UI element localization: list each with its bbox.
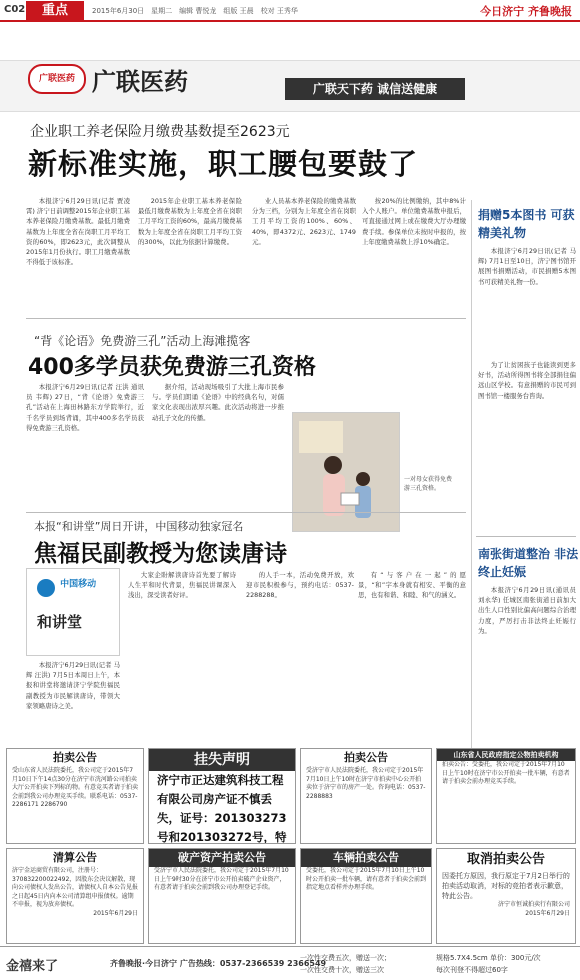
story1-kicker: 企业职工养老保险月缴费基数提至2623元	[30, 124, 290, 140]
sidebar-headline-1: 捐赠5本图书 可获精美礼物	[478, 208, 575, 240]
page-number: C02	[4, 4, 26, 15]
story3-headline: 焦福民副教授为您读唐诗	[34, 541, 287, 567]
divider	[26, 512, 466, 513]
ad-body: 拍卖公告：受委托，我公司定于2015年7月10日上午10时在济宁市公开拍卖一批车辆，有意者请于拍卖会前办理竞买手续。	[442, 761, 570, 785]
ad-title: 拍卖公告	[344, 751, 388, 764]
brand-badge-logo: 广联医药	[28, 64, 86, 94]
ad-title: 山东省人民政府指定公物拍卖机构	[437, 749, 575, 761]
auction-notice-1	[6, 748, 144, 844]
divider	[26, 318, 466, 319]
story2-headline: 400多学员获免费游三孔资格	[28, 355, 316, 380]
ad-body: 济宁市正达建筑科技工程有限公司房产证不慎丢失，证号：201303273号和201303272号，特	[157, 773, 287, 844]
story1-column-1: 本报济宁6月29日讯(记者 贾凌霄) 济宁日前调整2015年企业职工基本养老保险月缴费基数。最低月缴费基数为上年度全省在岗职工月平均工资的60%，即2623元，此次调整从2015年1月份执行。职工月缴费基数不得低于该标准。	[26, 197, 130, 267]
section-label: 重点	[26, 1, 84, 21]
header-meta: 2015年6月30日 星期二 编辑 曹悦龙 组版 王晨 校对 王秀华	[92, 7, 298, 15]
vehicle-auction-notice	[300, 848, 432, 944]
footer-offer-2: 一次性交费十次，赠送三次	[300, 966, 384, 974]
story3-column-2: 大家企盼解读唐诗首先要了解诗人生平和时代背景，焦福民讲课深入浅出，深受读者好评。	[128, 571, 236, 600]
ad-body: 受济宁市人民法院委托，我公司定于2015年7月10日上午10时在济宁市拍卖中心公开拍卖位于济宁市的房产一处。咨询电话：0537-2288883	[306, 767, 426, 800]
ad-title: 取消拍卖公告	[466, 852, 545, 867]
story3-column-1: 本报济宁6月29日讯(记者 马辉 汪洪) 7月5日本周日上午，本报和讲堂将邀请济宁学院焦福民副教授为市民解读唐诗，带领大家领略唐诗之美。	[26, 661, 120, 710]
story2-column-1: 本报济宁6月29日讯(记者 汪洪 通讯员 韦辉) 27日，“背《论语》免费游三孔”活动在上海田林路东方学院举行，近千名学员到场背诵，其中400多名学员获得免费游三孔资格。	[26, 383, 144, 432]
sidebar-headline-2: 南张街道整治 非法终止妊娠	[478, 547, 579, 579]
newspaper-logo: 今日济宁 齐鲁晚报	[480, 5, 572, 18]
footer-hotline: 齐鲁晚报·今日济宁 广告热线：0537-2366539 2366549	[110, 959, 327, 968]
story3-kicker: 本报“和讲堂”周日开讲，中国移动独家冠名	[34, 520, 244, 533]
sidebar-text-1: 本报济宁6月29日讯(记者 马辉) 7月1日至10日，济宁图书馆开展图书捐赠活动，市民捐赠5本图书可获精美礼物一份。	[478, 247, 576, 286]
story1-column-4: 按20%的比例缴纳，其中8%计入个人账户。单位缴费基数申报后，可直接通过网上或在缴费大厅办理缴费手续。参保单位未按时申报的，按上年度缴费基数上浮10%确定。	[362, 197, 466, 246]
story1-headline: 新标准实施，职工腰包要鼓了	[28, 147, 419, 181]
government-auction-notice	[436, 748, 576, 844]
sidebar	[471, 200, 580, 838]
loss-statement	[148, 748, 296, 844]
story2-kicker: “背《论语》免费游三孔”活动上海滩揽客	[34, 334, 251, 348]
sponsor-brand-2: 和讲堂	[37, 613, 83, 631]
ad-body: 受济宁市人民法院委托，我公司定于2015年7月10日上午9时30分在济宁市公开拍卖破产企业资产，有意者请于拍卖会前到我公司办理登记手续。	[154, 867, 289, 891]
divider	[476, 536, 576, 537]
ad-title: 清算公告	[53, 851, 97, 864]
ad-signature: 济宁市恒诚拍卖行有限公司	[497, 901, 570, 908]
story3-column-4: 有“与客户在一起”的愿景，“和”字本身就有相安、平衡的意思，也有和谐、和睦、和气的涵义。	[358, 571, 466, 600]
liquidation-notice	[6, 848, 144, 944]
ad-body: 受山东省人民法院委托，我公司定于2015年7月10日下午14点30分在济宁市洸河路公司拍卖大厅公开拍卖下列标的物。有意竞买者请于拍卖会前到我公司办理竞买手续。联系电话：0537-2286171 2286790	[12, 767, 139, 808]
footer-limit: 每次刊登不得超过60字	[436, 966, 508, 974]
ad-body: 济宁金运商贸有限公司，注册号：370832200022492，因股东会决议解散，现向公司债权人发出公告，请债权人自本公告见报之日起45日内向本公司清算组申报债权。逾期不申报，视为放弃债权。	[12, 867, 139, 908]
photo-caption: 一对母女获得免费游三孔资格。	[404, 476, 453, 492]
sponsor-logo-box	[26, 568, 120, 656]
sidebar-text-3: 本报济宁6月29日讯(通讯员 刘永华) 任城区南张街道日前加大出生人口性别比偏高问题综合治理力度，严厉打击非法终止妊娠行为。	[478, 586, 576, 635]
ad-title: 挂失声明	[149, 749, 295, 771]
ad-body: 受委托，我公司定于2015年7月10日上午10时公开拍卖一批车辆，请有意者于拍卖会前到指定地点看样并办理手续。	[306, 867, 427, 891]
sponsor-brand-1: 中国移动	[60, 579, 97, 590]
classified-footer	[0, 946, 580, 980]
china-mobile-icon	[37, 579, 55, 597]
story3-column-3: 的人手一本，活动免费开放，欢迎市民积极参与，预约电话：0537-2288288。	[246, 571, 354, 600]
ad-body: 因委托方原因，我行原定于7月2日举行的拍卖活动取消，对标的竞拍者表示歉意，特此公告。	[442, 872, 570, 900]
mother-daughter-photo	[292, 412, 400, 532]
auction-notice-2	[300, 748, 432, 844]
ad-date: 2015年6月29日	[93, 909, 138, 917]
cancel-auction-notice	[436, 848, 576, 944]
footer-brand: 金禧来了	[6, 959, 59, 974]
ad-date: 2015年6月29日	[525, 909, 570, 917]
bankruptcy-auction-notice	[148, 848, 296, 944]
brand-slogan: 广联天下药 诚信送健康	[285, 78, 465, 100]
story1-column-3: 业人员基本养老保险的缴费基数分为三档，分别为上年度全省在岗职工月平均工资的100%、60%、40%，即4372元、2623元、1749元。	[252, 197, 356, 246]
footer-spec: 规格5.7X4.5cm 单价：300元/次	[436, 954, 541, 962]
story2-column-2: 据介绍，活动现场吸引了大批上海市民参与。学员们朗诵《论语》中的经典名句，对儒家文化表现出浓厚兴趣。此次活动将进一步推动孔子文化的传播。	[152, 383, 284, 422]
sidebar-text-2: 为了让贫困孩子也能读到更多好书，活动所得图书将全部捐往偏远山区学校。有意捐赠的市民可到图书馆一楼服务台咨询。	[478, 361, 576, 400]
brand-name: 广联医药	[92, 68, 188, 96]
story1-column-2: 2015年企业职工基本养老保险最低月缴费基数为上年度全省在岗职工月平均工资的60%，最高月缴费基数为上年度全省在岗职工月平均工资的300%，以此为依据计算缴费。	[138, 197, 242, 246]
ad-title: 拍卖公告	[53, 751, 97, 764]
ad-title: 车辆拍卖公告	[301, 849, 431, 867]
ad-title: 破产资产拍卖公告	[149, 849, 295, 867]
footer-offer-1: 一次性交费五次，赠送一次；	[300, 954, 391, 962]
